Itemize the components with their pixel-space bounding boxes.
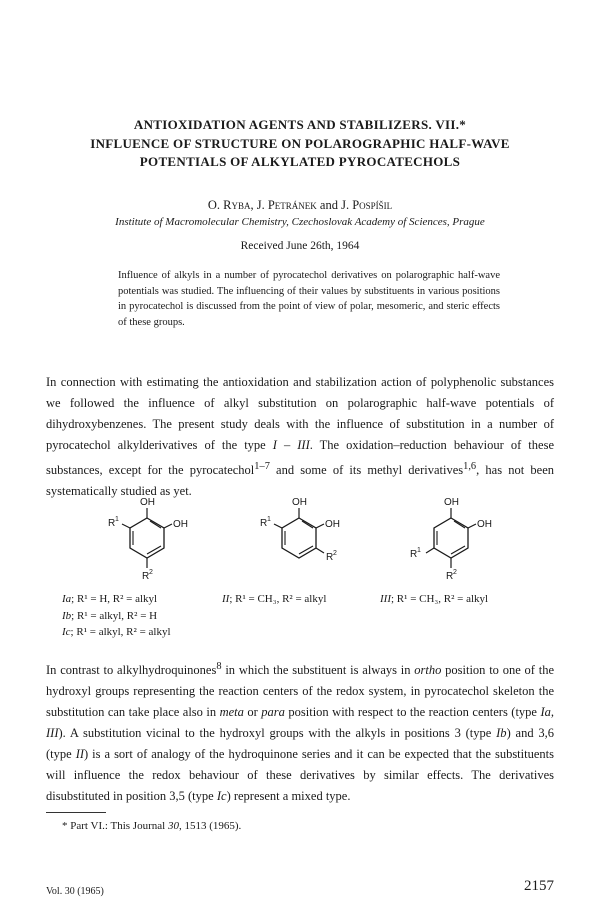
- s3-r1: R: [410, 549, 418, 560]
- p2-s1: In contrast to alkylhydroquinones: [46, 663, 217, 678]
- p2-ortho: ortho: [414, 663, 442, 678]
- legend-ii-text: ; R¹ = CH₃, R² = alkyl: [229, 593, 327, 605]
- legend-ic-label: Ic: [62, 626, 71, 638]
- footer-volume: Vol. 30 (1965): [46, 886, 104, 897]
- s3-r1-sup: 1: [417, 547, 421, 554]
- legend-ii-label: II: [222, 593, 230, 605]
- p2-s8: ) is a sort of analogy of the hydroquinone series and it can be expected that the substituents will influence the redox behaviour of these derivatives by similar effects. The derivatives disubstituted in position 3,5 (type: [46, 747, 554, 804]
- s1-r2-sup: 2: [149, 569, 153, 576]
- author-1-initial: O.: [207, 198, 224, 212]
- author-sep-1: , J.: [250, 198, 268, 212]
- s1-r2: R: [142, 571, 150, 582]
- s2-r1: R: [260, 518, 268, 529]
- p2-s2: in which the substituent is always in: [221, 663, 415, 678]
- institute-affiliation: Institute of Macromolecular Chemistry, Czechoslovak Academy of Sciences, Prague: [115, 216, 485, 228]
- paragraph-1: [46, 372, 554, 502]
- structure-i: [102, 496, 212, 586]
- legend-ic: [62, 626, 171, 638]
- legend-ia-label: Ia: [62, 593, 72, 605]
- p1-type-range: I – III: [272, 438, 310, 452]
- p2-ref: 8: [216, 661, 222, 672]
- p2-s7: ) and 3,6 (type: [46, 726, 555, 762]
- s1-r1-sup: 1: [115, 516, 119, 523]
- legend-ia: [62, 593, 157, 605]
- author-line: [40, 198, 560, 213]
- footnote: [62, 820, 241, 832]
- footnote-star-text: * Part VI.: This Journal: [62, 820, 168, 832]
- s2-r1-sup: 1: [267, 516, 271, 523]
- legend-iii: [380, 593, 488, 605]
- title-line-1: ANTIOXIDATION AGENTS AND STABILIZERS. VII.*: [133, 117, 467, 132]
- p1-ref-1: 1–7: [254, 461, 270, 472]
- s2-r2: R: [326, 552, 334, 563]
- legend-iii-label: III: [380, 593, 391, 605]
- legend-ib-text: ; R¹ = alkyl, R² = H: [71, 610, 158, 622]
- author-sep-2: and J.: [316, 198, 353, 212]
- author-2-name: Petránek: [267, 198, 317, 212]
- author-1-name: Ryba: [223, 198, 251, 212]
- s3-r2-sup: 2: [453, 569, 457, 576]
- p1-ref-2: 1,6: [463, 461, 477, 472]
- footnote-volume: 30: [167, 820, 179, 832]
- footnote-rest: , 1513 (1965).: [178, 820, 242, 832]
- title-line-3: POTENTIALS OF ALKYLATED PYROCATECHOLS: [139, 154, 461, 169]
- structure-ii: [254, 496, 364, 586]
- s1-r1: R: [108, 518, 116, 529]
- s3-oh-top: OH: [444, 497, 459, 508]
- p1-text-d: , has not been systematically studied as yet.: [46, 463, 555, 499]
- s2-oh-right: OH: [325, 519, 340, 530]
- p2-meta: meta: [219, 705, 244, 720]
- paragraph-2: [46, 656, 554, 807]
- s2-r2-sup: 2: [333, 550, 337, 557]
- legend-ib: [62, 610, 157, 622]
- p2-type3: II: [75, 747, 85, 762]
- structure-iii: [406, 496, 516, 586]
- p1-text-b: . The oxidation–reduction behaviour of these substances, except for the pyrocatechol: [46, 438, 554, 478]
- author-3-name: Pospíšil: [352, 198, 393, 212]
- p1-text-a: In connection with estimating the antioxidation and stabilization action of polyphenolic substances we followed the influence of alkyl substitution on polarographic half-wave potentials of dihydroxybenzenes. The present study deals with the influence of substitution in a number of pyrocatechol alkylderivatives of the type: [46, 375, 554, 452]
- s2-oh-top: OH: [292, 497, 307, 508]
- p2-s4: or: [243, 705, 262, 720]
- received-date: Received June 26th, 1964: [240, 240, 360, 252]
- footnote-rule: [46, 812, 106, 813]
- p2-s6: ). A substitution vicinal to the hydroxyl groups with the alkyls in positions 3 (type: [58, 726, 497, 741]
- title-line-2: INFLUENCE OF STRUCTURE ON POLAROGRAPHIC HALF-WAVE: [90, 136, 510, 151]
- s3-r2: R: [446, 571, 454, 582]
- p2-type2: Ib: [496, 726, 507, 741]
- s3-oh-right: OH: [477, 519, 492, 530]
- s1-oh-top: OH: [140, 497, 155, 508]
- p2-type4: Ic: [216, 789, 227, 804]
- legend-ia-text: ; R¹ = H, R² = alkyl: [71, 593, 158, 605]
- abstract: Influence of alkyls in a number of pyrocatechol derivatives on polarographic half-wave potentials was studied. The influencing of their values by substituents in various positions in pyrocatechol is discussed from the point of view of polar, mesomeric, and steric effects of these groups.: [118, 270, 500, 328]
- p1-text-c: and some of its methyl derivatives: [269, 463, 464, 478]
- p2-type1: Ia, III: [46, 705, 554, 741]
- legend-iii-text: ; R¹ = CH₃, R² = alkyl: [391, 593, 489, 605]
- p2-s9: ) represent a mixed type.: [226, 789, 351, 804]
- legend-ii: [222, 593, 326, 605]
- legend-ic-text: ; R¹ = alkyl, R² = alkyl: [70, 626, 171, 638]
- p2-para: para: [261, 705, 285, 720]
- p2-s3: position to one of the hydroxyl groups representing the reaction centers of the redox system, in pyrocatechol skeleton the substitution can take place also in: [46, 663, 554, 720]
- chemical-structures: [46, 496, 554, 586]
- p2-s5: position with respect to the reaction centers (type: [284, 705, 541, 720]
- legend-ib-label: Ib: [62, 610, 72, 622]
- s1-oh-right: OH: [173, 519, 188, 530]
- page-number: 2157: [524, 878, 554, 894]
